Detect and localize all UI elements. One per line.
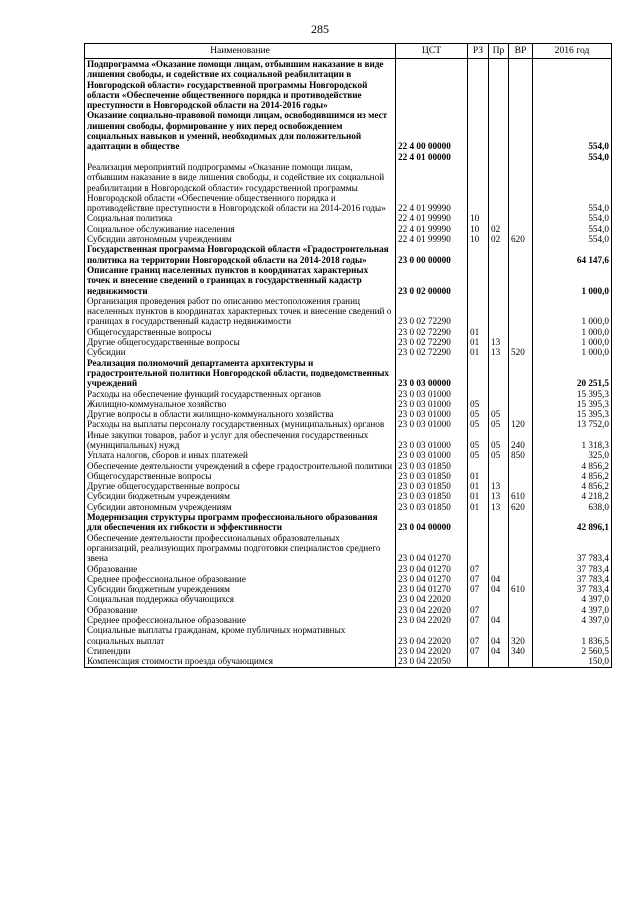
table-row bbox=[85, 399, 612, 409]
table-header-row bbox=[85, 44, 612, 59]
row-rz: 01 bbox=[468, 327, 489, 337]
row-amount: 325,0 bbox=[533, 450, 612, 460]
row-pr bbox=[489, 594, 509, 604]
row-name: Обеспечение деятельности профессиональных образовательных организаций, реализующих программы подготовки специалистов среднего звена bbox=[85, 533, 396, 564]
row-pr bbox=[489, 162, 509, 213]
row-amount bbox=[533, 59, 612, 111]
row-amount: 4 397,0 bbox=[533, 594, 612, 604]
row-vr bbox=[509, 224, 533, 234]
table-row bbox=[85, 337, 612, 347]
row-code: 23 0 02 72290 bbox=[396, 296, 468, 327]
row-code: 22 4 01 99990 bbox=[396, 224, 468, 234]
row-name: Государственная программа Новгородской области «Градостроительная политика на территории Новгородской области на 2014-2018 годы» bbox=[85, 244, 396, 265]
row-pr bbox=[489, 389, 509, 399]
row-code: 23 0 03 01850 bbox=[396, 461, 468, 471]
row-amount: 1 000,0 bbox=[533, 296, 612, 327]
row-vr bbox=[509, 481, 533, 491]
row-amount: 150,0 bbox=[533, 656, 612, 667]
row-code: 23 0 03 01000 bbox=[396, 430, 468, 451]
row-name: Образование bbox=[85, 564, 396, 574]
row-vr bbox=[509, 244, 533, 265]
row-pr: 05 bbox=[489, 419, 509, 429]
row-rz: 05 bbox=[468, 450, 489, 460]
row-name: Модернизация структуры программ профессионального образования для обеспечения их гибкости и эффективности bbox=[85, 512, 396, 533]
table-row bbox=[85, 450, 612, 460]
row-amount: 4 397,0 bbox=[533, 605, 612, 615]
row-name: Среднее профессиональное образование bbox=[85, 615, 396, 625]
row-code: 23 0 03 01850 bbox=[396, 491, 468, 501]
row-amount: 554,0 bbox=[533, 213, 612, 223]
row-code: 22 4 01 99990 bbox=[396, 213, 468, 223]
row-pr bbox=[489, 461, 509, 471]
row-code: 23 0 00 00000 bbox=[396, 244, 468, 265]
row-name: Субсидии bbox=[85, 347, 396, 357]
row-code: 23 0 04 22020 bbox=[396, 594, 468, 604]
row-amount: 15 395,3 bbox=[533, 399, 612, 409]
row-rz: 10 bbox=[468, 213, 489, 223]
row-name: Другие общегосударственные вопросы bbox=[85, 481, 396, 491]
row-pr bbox=[489, 512, 509, 533]
row-rz bbox=[468, 59, 489, 111]
row-vr bbox=[509, 533, 533, 564]
row-vr bbox=[509, 337, 533, 347]
row-name: Реализация полномочий департамента архитектуры и градостроительной политики Новгородской области, подведомственных учреждений bbox=[85, 358, 396, 389]
table-row bbox=[85, 59, 612, 111]
row-name: Субсидии бюджетным учреждениям bbox=[85, 584, 396, 594]
row-pr: 05 bbox=[489, 409, 509, 419]
table-row bbox=[85, 533, 612, 564]
row-vr: 620 bbox=[509, 234, 533, 244]
row-pr bbox=[489, 399, 509, 409]
row-name: Общегосударственные вопросы bbox=[85, 471, 396, 481]
row-vr bbox=[509, 296, 533, 327]
table-row bbox=[85, 574, 612, 584]
row-pr: 05 bbox=[489, 450, 509, 460]
row-name: Подпрограмма «Оказание помощи лицам, отбывшим наказание в виде лишения свободы, и содействие их социальной реабилитации в Новгородской области» государственной программы Новгородской области «Обеспечение общественного порядка и противодействие преступности в Новгородской области на 2014-2016 годы» bbox=[85, 59, 396, 111]
row-vr bbox=[509, 213, 533, 223]
row-code: 23 0 03 01850 bbox=[396, 502, 468, 512]
row-pr: 04 bbox=[489, 584, 509, 594]
row-name: Социальная поддержка обучающихся bbox=[85, 594, 396, 604]
row-pr: 04 bbox=[489, 615, 509, 625]
row-code: 22 4 01 99990 bbox=[396, 234, 468, 244]
row-name: Жилищно-коммунальное хозяйство bbox=[85, 399, 396, 409]
table-row bbox=[85, 491, 612, 501]
row-pr bbox=[489, 533, 509, 564]
row-name: Расходы на выплаты персоналу государственных (муниципальных) органов bbox=[85, 419, 396, 429]
row-pr bbox=[489, 110, 509, 151]
row-vr bbox=[509, 327, 533, 337]
row-pr bbox=[489, 327, 509, 337]
row-code: 23 0 03 01000 bbox=[396, 419, 468, 429]
row-code: 23 0 04 01270 bbox=[396, 584, 468, 594]
row-rz bbox=[468, 533, 489, 564]
row-rz: 05 bbox=[468, 430, 489, 451]
row-code: 23 0 03 00000 bbox=[396, 358, 468, 389]
row-name: Другие общегосударственные вопросы bbox=[85, 337, 396, 347]
row-rz bbox=[468, 152, 489, 162]
row-vr: 320 bbox=[509, 625, 533, 646]
row-name: Реализация мероприятий подпрограммы «Оказание помощи лицам, отбывшим наказание в виде лишения свободы, и содействие их социальной реабилитации в Новгородской области» государственной программы Новгородской области «Обеспечение общественного порядка и противодействие преступности в Новгородской области на 2014-2016 годы» bbox=[85, 162, 396, 213]
header-vr: ВР bbox=[509, 44, 533, 59]
row-pr: 04 bbox=[489, 625, 509, 646]
row-vr bbox=[509, 389, 533, 399]
row-rz bbox=[468, 265, 489, 296]
row-rz: 05 bbox=[468, 399, 489, 409]
row-name: Оказание социально-правовой помощи лицам, освободившимся из мест лишения свободы, формирование у них перед освобождением социальных навыков и умений, необходимых для положительной адаптации в обществе bbox=[85, 110, 396, 151]
row-amount: 554,0 bbox=[533, 234, 612, 244]
row-name: Иные закупки товаров, работ и услуг для обеспечения государственных (муниципальных) нужд bbox=[85, 430, 396, 451]
row-pr: 13 bbox=[489, 481, 509, 491]
row-code: 23 0 04 01270 bbox=[396, 564, 468, 574]
row-code: 23 0 04 22020 bbox=[396, 605, 468, 615]
row-pr bbox=[489, 152, 509, 162]
row-code: 23 0 03 01000 bbox=[396, 399, 468, 409]
row-pr: 13 bbox=[489, 502, 509, 512]
row-amount: 20 251,5 bbox=[533, 358, 612, 389]
row-amount: 4 856,2 bbox=[533, 481, 612, 491]
row-name: Социальная политика bbox=[85, 213, 396, 223]
row-code: 23 0 04 01270 bbox=[396, 533, 468, 564]
row-name: Субсидии автономным учреждениям bbox=[85, 234, 396, 244]
row-name: Обеспечение деятельности учреждений в сфере градостроительной политики bbox=[85, 461, 396, 471]
row-name: Стипендии bbox=[85, 646, 396, 656]
row-rz bbox=[468, 461, 489, 471]
table-row bbox=[85, 358, 612, 389]
table-row bbox=[85, 584, 612, 594]
table-row bbox=[85, 512, 612, 533]
row-vr: 120 bbox=[509, 419, 533, 429]
row-vr bbox=[509, 594, 533, 604]
table-row bbox=[85, 347, 612, 357]
row-code: 23 0 04 22020 bbox=[396, 615, 468, 625]
row-name: Другие вопросы в области жилищно-коммунального хозяйства bbox=[85, 409, 396, 419]
row-vr bbox=[509, 110, 533, 151]
row-rz: 05 bbox=[468, 419, 489, 429]
row-amount: 4 397,0 bbox=[533, 615, 612, 625]
row-vr: 610 bbox=[509, 584, 533, 594]
table-row bbox=[85, 646, 612, 656]
row-vr bbox=[509, 656, 533, 667]
row-code: 23 0 03 01850 bbox=[396, 471, 468, 481]
row-code: 23 0 04 00000 bbox=[396, 512, 468, 533]
row-code bbox=[396, 59, 468, 111]
row-code: 23 0 04 22020 bbox=[396, 625, 468, 646]
table-row bbox=[85, 625, 612, 646]
row-code: 23 0 03 01000 bbox=[396, 389, 468, 399]
row-name: Общегосударственные вопросы bbox=[85, 327, 396, 337]
table-row bbox=[85, 615, 612, 625]
row-amount: 37 783,4 bbox=[533, 564, 612, 574]
row-amount: 554,0 bbox=[533, 152, 612, 162]
row-code: 23 0 03 01000 bbox=[396, 409, 468, 419]
table-row bbox=[85, 461, 612, 471]
row-amount: 554,0 bbox=[533, 224, 612, 234]
row-vr bbox=[509, 162, 533, 213]
row-rz: 07 bbox=[468, 574, 489, 584]
row-pr: 04 bbox=[489, 574, 509, 584]
table-row bbox=[85, 152, 612, 162]
row-code: 23 0 02 72290 bbox=[396, 327, 468, 337]
row-pr: 13 bbox=[489, 337, 509, 347]
table-row bbox=[85, 605, 612, 615]
row-amount: 1 318,3 bbox=[533, 430, 612, 451]
row-name: Организация проведения работ по описанию местоположения границ населенных пунктов в координатах характерных точек и внесение сведений о границах в государственный кадастр недвижимости bbox=[85, 296, 396, 327]
row-rz: 01 bbox=[468, 471, 489, 481]
table-row bbox=[85, 234, 612, 244]
row-code: 23 0 02 72290 bbox=[396, 337, 468, 347]
row-amount: 15 395,3 bbox=[533, 409, 612, 419]
row-vr bbox=[509, 399, 533, 409]
row-amount: 42 896,1 bbox=[533, 512, 612, 533]
row-pr bbox=[489, 244, 509, 265]
row-code: 23 0 04 22050 bbox=[396, 656, 468, 667]
row-amount: 2 560,5 bbox=[533, 646, 612, 656]
row-pr bbox=[489, 471, 509, 481]
row-vr: 240 bbox=[509, 430, 533, 451]
row-pr bbox=[489, 265, 509, 296]
row-vr: 610 bbox=[509, 491, 533, 501]
table-row bbox=[85, 110, 612, 151]
row-code: 23 0 02 00000 bbox=[396, 265, 468, 296]
table-row bbox=[85, 481, 612, 491]
row-amount: 64 147,6 bbox=[533, 244, 612, 265]
row-rz: 07 bbox=[468, 564, 489, 574]
row-rz bbox=[468, 244, 489, 265]
row-code: 23 0 03 01850 bbox=[396, 481, 468, 491]
row-code: 22 4 01 00000 bbox=[396, 152, 468, 162]
table-row bbox=[85, 502, 612, 512]
table-row bbox=[85, 213, 612, 223]
row-rz bbox=[468, 594, 489, 604]
row-amount: 1 000,0 bbox=[533, 265, 612, 296]
row-name: Среднее профессиональное образование bbox=[85, 574, 396, 584]
row-rz: 07 bbox=[468, 605, 489, 615]
table-row bbox=[85, 389, 612, 399]
row-pr bbox=[489, 59, 509, 111]
row-vr bbox=[509, 564, 533, 574]
header-amount: 2016 год bbox=[533, 44, 612, 59]
row-amount: 554,0 bbox=[533, 162, 612, 213]
row-amount: 15 395,3 bbox=[533, 389, 612, 399]
row-name: Образование bbox=[85, 605, 396, 615]
table-row bbox=[85, 327, 612, 337]
header-rz: РЗ bbox=[468, 44, 489, 59]
row-amount: 1 000,0 bbox=[533, 347, 612, 357]
row-code: 23 0 03 01000 bbox=[396, 450, 468, 460]
row-vr: 520 bbox=[509, 347, 533, 357]
table-row bbox=[85, 265, 612, 296]
table-row bbox=[85, 419, 612, 429]
row-rz: 01 bbox=[468, 337, 489, 347]
table-row bbox=[85, 594, 612, 604]
row-amount: 13 752,0 bbox=[533, 419, 612, 429]
row-pr: 05 bbox=[489, 430, 509, 451]
row-pr bbox=[489, 656, 509, 667]
row-vr bbox=[509, 265, 533, 296]
table-row bbox=[85, 471, 612, 481]
row-vr bbox=[509, 409, 533, 419]
row-vr bbox=[509, 574, 533, 584]
row-vr bbox=[509, 615, 533, 625]
row-vr: 340 bbox=[509, 646, 533, 656]
row-rz: 07 bbox=[468, 646, 489, 656]
row-vr bbox=[509, 512, 533, 533]
row-name: Компенсация стоимости проезда обучающимся bbox=[85, 656, 396, 667]
row-name: Субсидии автономным учреждениям bbox=[85, 502, 396, 512]
row-pr bbox=[489, 605, 509, 615]
row-rz bbox=[468, 162, 489, 213]
row-code: 22 4 01 99990 bbox=[396, 162, 468, 213]
row-rz bbox=[468, 296, 489, 327]
row-amount: 37 783,4 bbox=[533, 533, 612, 564]
row-pr: 02 bbox=[489, 234, 509, 244]
row-rz: 01 bbox=[468, 347, 489, 357]
page-number: 285 bbox=[311, 22, 329, 36]
row-name bbox=[85, 152, 396, 162]
table-row bbox=[85, 224, 612, 234]
row-vr bbox=[509, 471, 533, 481]
row-amount: 37 783,4 bbox=[533, 584, 612, 594]
row-rz bbox=[468, 110, 489, 151]
row-rz: 05 bbox=[468, 409, 489, 419]
row-name: Описание границ населенных пунктов в координатах характерных точек и внесение сведений о границах в государственный кадастр недвижимости bbox=[85, 265, 396, 296]
row-code: 23 0 02 72290 bbox=[396, 347, 468, 357]
row-rz: 01 bbox=[468, 481, 489, 491]
row-vr bbox=[509, 358, 533, 389]
row-pr: 13 bbox=[489, 491, 509, 501]
row-amount: 554,0 bbox=[533, 110, 612, 151]
row-code: 23 0 04 01270 bbox=[396, 574, 468, 584]
row-pr: 13 bbox=[489, 347, 509, 357]
row-name: Расходы на обеспечение функций государственных органов bbox=[85, 389, 396, 399]
table-row bbox=[85, 564, 612, 574]
row-rz bbox=[468, 389, 489, 399]
row-rz: 07 bbox=[468, 615, 489, 625]
table-row bbox=[85, 430, 612, 451]
row-vr bbox=[509, 605, 533, 615]
row-vr bbox=[509, 59, 533, 111]
row-amount: 638,0 bbox=[533, 502, 612, 512]
header-code: ЦСТ bbox=[396, 44, 468, 59]
row-pr bbox=[489, 564, 509, 574]
row-amount: 4 856,2 bbox=[533, 461, 612, 471]
row-name: Субсидии бюджетным учреждениям bbox=[85, 491, 396, 501]
header-name: Наименование bbox=[85, 44, 396, 59]
row-rz bbox=[468, 358, 489, 389]
table-row bbox=[85, 296, 612, 327]
row-rz: 10 bbox=[468, 224, 489, 234]
row-rz bbox=[468, 656, 489, 667]
row-vr: 850 bbox=[509, 450, 533, 460]
row-name: Уплата налогов, сборов и иных платежей bbox=[85, 450, 396, 460]
row-amount: 1 836,5 bbox=[533, 625, 612, 646]
row-name: Социальные выплаты гражданам, кроме публичных нормативных социальных выплат bbox=[85, 625, 396, 646]
row-vr: 620 bbox=[509, 502, 533, 512]
row-rz: 10 bbox=[468, 234, 489, 244]
row-pr bbox=[489, 358, 509, 389]
row-code: 22 4 00 00000 bbox=[396, 110, 468, 151]
row-vr bbox=[509, 461, 533, 471]
row-name: Социальное обслуживание населения bbox=[85, 224, 396, 234]
row-pr bbox=[489, 213, 509, 223]
row-rz: 07 bbox=[468, 625, 489, 646]
row-amount: 4 856,2 bbox=[533, 471, 612, 481]
table-row bbox=[85, 656, 612, 667]
row-rz: 01 bbox=[468, 502, 489, 512]
row-code: 23 0 04 22020 bbox=[396, 646, 468, 656]
row-amount: 37 783,4 bbox=[533, 574, 612, 584]
row-rz: 07 bbox=[468, 584, 489, 594]
table-row bbox=[85, 244, 612, 265]
row-amount: 1 000,0 bbox=[533, 327, 612, 337]
table-row bbox=[85, 162, 612, 213]
row-rz: 01 bbox=[468, 491, 489, 501]
header-pr: Пр bbox=[489, 44, 509, 59]
budget-table bbox=[84, 43, 612, 668]
row-rz bbox=[468, 512, 489, 533]
row-amount: 1 000,0 bbox=[533, 337, 612, 347]
row-amount: 4 218,2 bbox=[533, 491, 612, 501]
row-pr: 02 bbox=[489, 224, 509, 234]
row-pr: 04 bbox=[489, 646, 509, 656]
row-pr bbox=[489, 296, 509, 327]
table-row bbox=[85, 409, 612, 419]
row-vr bbox=[509, 152, 533, 162]
